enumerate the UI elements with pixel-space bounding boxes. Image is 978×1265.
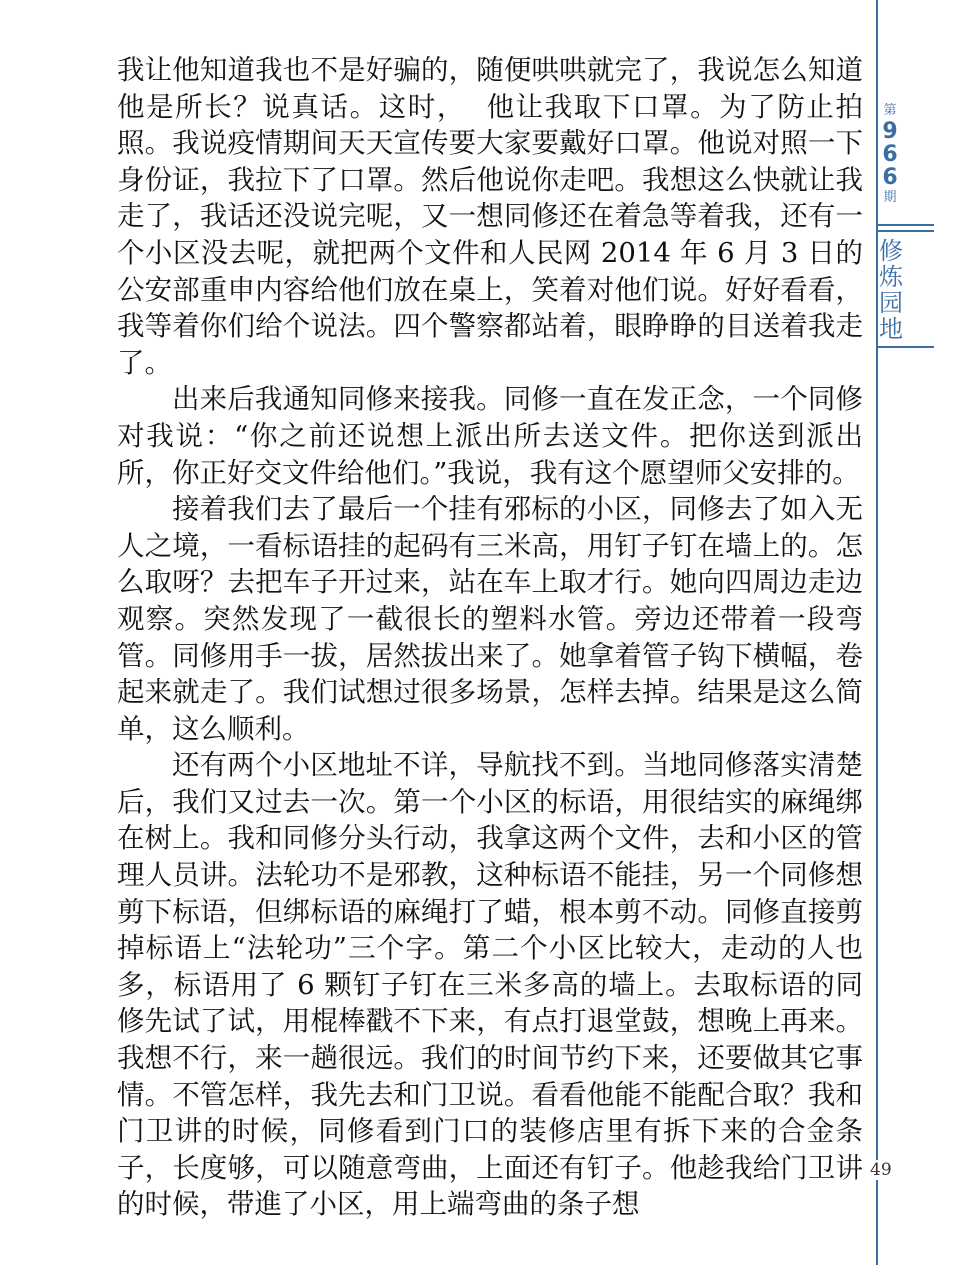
sidebar-divider-bottom bbox=[876, 346, 934, 348]
paragraph-2: 出来后我通知同修来接我。同修一直在发正念，一个同修对我说：“你之前还说想上派出所去送文件。把你送到派出所，你正好交文件给他们。”我说，我有这个愿望师父安排的。 bbox=[117, 383, 863, 489]
section-char-4: 地 bbox=[879, 315, 903, 343]
issue-digit-1: 9 bbox=[882, 119, 898, 144]
issue-prefix: 第 bbox=[883, 103, 897, 118]
section-char-3: 园 bbox=[879, 289, 903, 317]
issue-label bbox=[876, 102, 904, 207]
section-char-1: 修 bbox=[879, 237, 903, 265]
issue-suffix: 期 bbox=[883, 190, 897, 205]
issue-digit-2: 6 bbox=[882, 142, 898, 167]
paragraph-3: 接着我们去了最后一个挂有邪标的小区，同修去了如入无人之境，一看标语挂的起码有三米高，用钉子钉在墙上的。怎么取呀？去把车子开过来，站在车上取才行。她向四周边走边观察。突然发现了一截很长的塑料水管。旁边还带着一段弯管。同修用手一拔，居然拔出来了。她拿着管子钩下横幅，卷起来就走了。我们试想过很多场景，怎样去掉。结果是这么简单，这么顺利。 bbox=[117, 493, 863, 745]
page-number: 49 bbox=[870, 1160, 892, 1180]
issue-digit-3: 6 bbox=[882, 165, 898, 190]
section-char-2: 炼 bbox=[879, 263, 903, 291]
sidebar-divider-top bbox=[876, 224, 934, 226]
paragraph-1: 我让他知道我也不是好骗的，随便哄哄就完了，我说怎么知道他是所长？说真话。这时， 他让我取下口罩。为了防止拍照。我说疫情期间天天宣传要大家要戴好口罩。他说对照一下身份证，我拉下了口罩。然后他说你走吧。我想这么快就让我走了，我话还没说完呢，又一想同修还在着急等着我，还有一个小区没去呢，就把两个文件和人民网 2014 年 6 月 3 日的公安部重申内容给他们放在桌上，笑着对他们说。好好看看，我等着你们给个说法。四个警察都站着，眼睁睁的目送着我走了。 bbox=[117, 54, 863, 379]
section-title bbox=[876, 238, 906, 342]
paragraph-4: 还有两个小区地址不详，导航找不到。当地同修落实清楚后，我们又过去一次。第一个小区的标语，用很结实的麻绳绑在树上。我和同修分头行动，我拿这两个文件，去和小区的管理人员讲。法轮功不是邪教，这种标语不能挂，另一个同修想剪下标语，但绑标语的麻绳打了蜡，根本剪不动。同修直接剪掉标语上“法轮功”三个字。第二个小区比较大，走动的人也多，标语用了 6 颗钉子钉在三米多高的墙上。去取标语的同修先试了试，用棍棒戳不下来，有点打退堂鼓，想晚上再来。我想不行，来一趟很远。我们的时间节约下来，还要做其它事情。不管怎样，我先去和门卫说。看看他能不能配合取？我和门卫讲的时候，同修看到门口的装修店里有拆下来的合金条子，长度够，可以随意弯曲，上面还有钉子。他趁我给门卫讲的时候，带進了小区，用上端弯曲的条子想 bbox=[117, 749, 863, 1221]
article-body bbox=[117, 52, 863, 1223]
sidebar-divider-second bbox=[876, 230, 934, 232]
